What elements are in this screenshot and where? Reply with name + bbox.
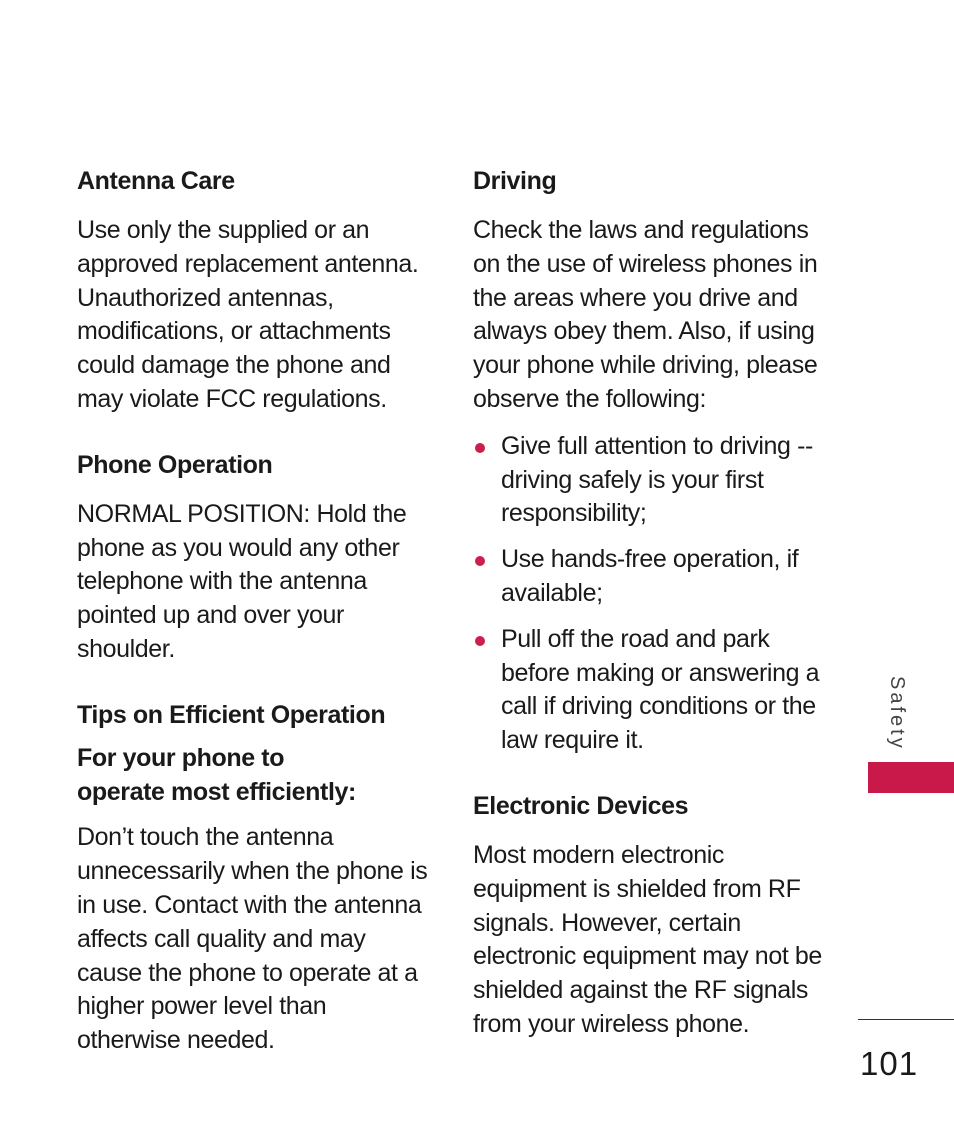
tips-subheading: For your phone to operate most efficiently: <box>77 743 356 806</box>
antenna-care-body: Use only the supplied or an approved replacement antenna. Unauthorized antennas, modifications, or attachments could damage the phone and may violate FCC regulations. <box>77 216 419 413</box>
phone-operation-body: NORMAL POSITION: Hold the phone as you would any other telephone with the antenna pointed up and over your shoulder. <box>77 499 407 663</box>
tips-body: Don’t touch the antenna unnecessarily when the phone is in use. Contact with the antenna affects call quality and may cause the phone to operate at a higher power level than otherwise needed. <box>77 823 428 1055</box>
driving-body: Check the laws and regulations on the use of wireless phones in the areas where you drive and always obey them. Also, if using your phone while driving, please observe the following: <box>473 216 818 413</box>
tips-heading: Tips on Efficient Operation <box>77 700 386 729</box>
electronic-devices-body: Most modern electronic equipment is shielded from RF signals. However, certain electronic equipment may not be shielded against the RF signals from your wireless phone. <box>473 840 822 1038</box>
bullet-text: Give full attention to driving -- driving safely is your first responsibility; <box>501 431 813 528</box>
bullet-icon <box>475 556 485 566</box>
bullet-icon <box>475 636 485 646</box>
right-column <box>473 164 825 1042</box>
page-number: 101 <box>860 1045 919 1082</box>
list-item <box>473 623 825 758</box>
electronic-devices-heading: Electronic Devices <box>473 791 689 820</box>
list-item <box>473 430 825 531</box>
section-tab-label: Safety <box>886 676 908 751</box>
bullet-text: Pull off the road and park before making or answering a call if driving conditions or the law require it. <box>501 624 820 755</box>
left-column <box>77 164 432 1058</box>
bullet-icon <box>475 443 485 453</box>
page-number-rule <box>858 1019 954 1020</box>
bullet-text: Use hands-free operation, if available; <box>501 545 799 607</box>
phone-operation-heading: Phone Operation <box>77 450 273 479</box>
driving-heading: Driving <box>473 167 557 195</box>
driving-bullet-list <box>473 430 825 758</box>
section-tab-marker <box>868 762 954 793</box>
list-item <box>473 543 825 611</box>
antenna-care-heading: Antenna Care <box>77 167 235 195</box>
